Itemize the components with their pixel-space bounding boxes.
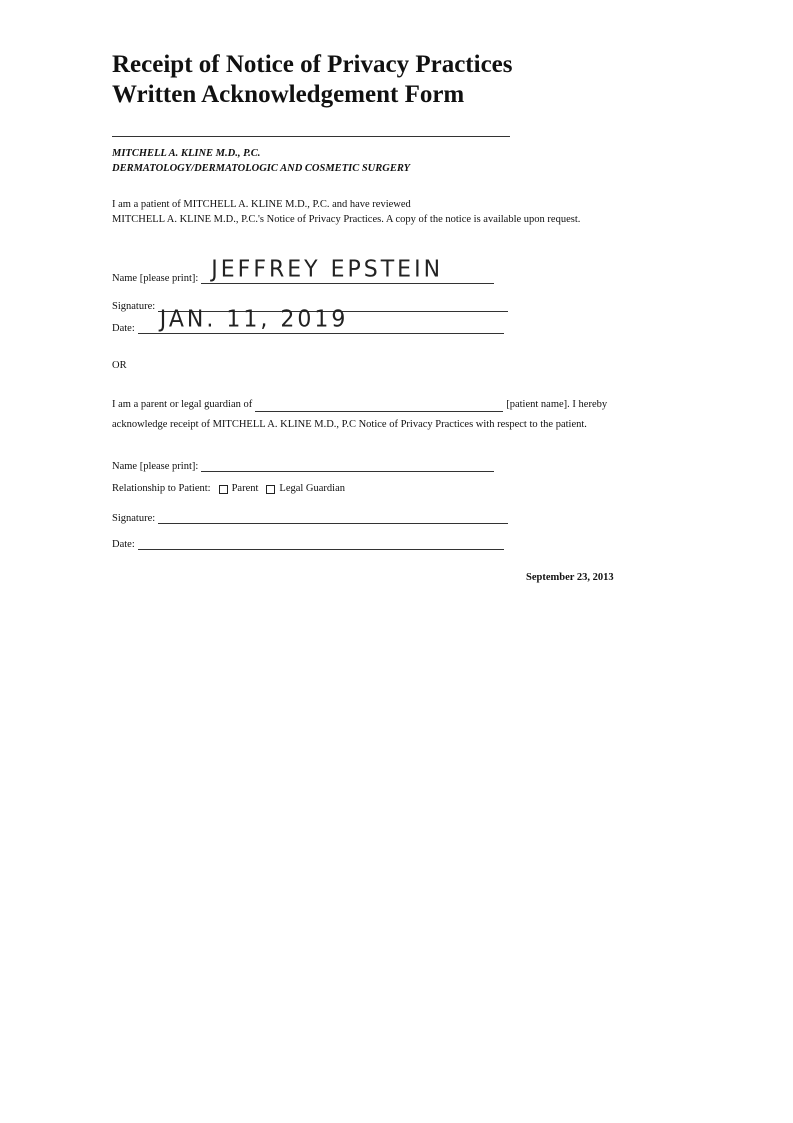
- header-divider: [112, 136, 510, 137]
- guardian-statement-part-1: I am a parent or legal guardian of: [112, 399, 253, 410]
- relationship-label: Relationship to Patient:: [112, 483, 211, 494]
- guardian-name-field[interactable]: [201, 457, 494, 472]
- patient-date-handwritten: JAN. 11, 2019: [159, 306, 349, 333]
- patient-statement-line-1: I am a patient of MITCHELL A. KLINE M.D., P.C. and have reviewed: [112, 199, 411, 210]
- guardian-date-row: [112, 528, 504, 550]
- guardian-statement-line-1: [112, 397, 607, 412]
- patient-date-label: Date:: [112, 323, 135, 334]
- guardian-date-label: Date:: [112, 539, 135, 550]
- practice-specialty: DERMATOLOGY/DERMATOLOGIC AND COSMETIC SURGERY: [112, 163, 411, 174]
- guardian-name-label: Name [please print]:: [112, 461, 199, 472]
- legal-guardian-checkbox[interactable]: [266, 485, 275, 494]
- patient-statement-line-2: MITCHELL A. KLINE M.D., P.C.'s Notice of Privacy Practices. A copy of the notice is available upon request.: [112, 214, 581, 225]
- parent-checkbox[interactable]: [219, 485, 228, 494]
- form-revision-date: September 23, 2013: [526, 572, 614, 583]
- parent-option-label: Parent: [231, 483, 259, 494]
- legal-guardian-option-label: Legal Guardian: [279, 483, 346, 494]
- guardian-signature-label: Signature:: [112, 513, 156, 524]
- patient-date-field[interactable]: [138, 306, 504, 334]
- guardian-name-row: [112, 450, 494, 472]
- guardian-statement-part-2: [patient name]. I hereby: [506, 399, 608, 410]
- patient-name-handwritten: JEFFREY EPSTEIN: [211, 256, 444, 283]
- patient-signature-label: Signature:: [112, 301, 156, 312]
- practice-header: [112, 146, 410, 176]
- title-line-2: Written Acknowledgement Form: [112, 81, 465, 108]
- patient-name-field[interactable]: [201, 256, 494, 284]
- practice-name: MITCHELL A. KLINE M.D., P.C.: [112, 148, 261, 159]
- form-title: [112, 50, 513, 110]
- guardian-statement-line-2: acknowledge receipt of MITCHELL A. KLINE M.D., P.C Notice of Privacy Practices with respect to the patient.: [112, 419, 587, 430]
- guardian-signature-field[interactable]: [158, 509, 508, 524]
- patient-name-row: [112, 256, 494, 284]
- guardian-patient-name-field[interactable]: [255, 399, 503, 412]
- patient-name-label: Name [please print]:: [112, 273, 199, 284]
- relationship-row: [112, 476, 345, 494]
- or-separator: OR: [112, 360, 127, 371]
- guardian-statement: [112, 397, 607, 432]
- patient-statement: [112, 197, 580, 227]
- guardian-date-field[interactable]: [138, 535, 504, 550]
- guardian-signature-row: [112, 502, 508, 524]
- title-line-1: Receipt of Notice of Privacy Practices: [112, 51, 513, 78]
